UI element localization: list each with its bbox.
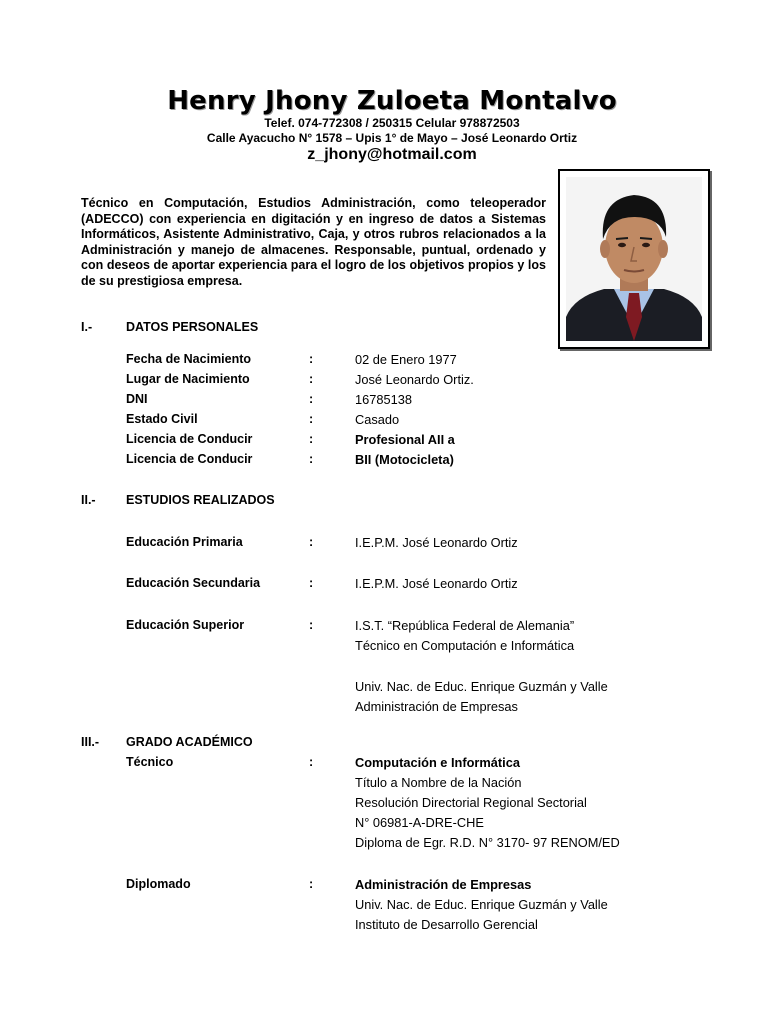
degree-value: Univ. Nac. de Educ. Enrique Guzmán y Valle [355,897,608,912]
address-line: Calle Ayacucho N° 1578 – Upis 1° de Mayo – José Leonardo Ortiz [206,131,578,145]
section-degree-title: GRADO ACADÉMICO [126,735,253,749]
section-degree-num: III.- [81,735,100,749]
colon: : [309,576,314,590]
colon: : [309,412,314,426]
personal-label: Lugar de Nacimiento [126,372,250,386]
profile-photo-frame [558,169,710,349]
studies-value: I.S.T. “República Federal de Alemania” [355,618,575,633]
colon: : [309,372,314,386]
colon: : [309,535,314,549]
degree-value: Diploma de Egr. R.D. N° 3170- 97 RENOM/ED [355,835,620,850]
personal-label: Estado Civil [126,412,198,426]
colon: : [309,352,314,366]
degree-value: Resolución Directorial Regional Sectorial [355,795,587,810]
colon: : [309,392,314,406]
personal-label: Licencia de Conducir [126,452,253,466]
personal-label: Licencia de Conducir [126,432,253,446]
studies-label: Educación Primaria [126,535,243,549]
degree-value: Título a Nombre de la Nación [355,775,522,790]
colon: : [309,877,314,891]
email: z_jhony@hotmail.com [307,146,477,163]
degree-label: Diplomado [126,877,191,891]
personal-value: Profesional AII a [355,432,455,447]
degree-title: Computación e Informática [355,755,520,770]
personal-value: 02 de Enero 1977 [355,352,457,367]
section-studies-title: ESTUDIOS REALIZADOS [126,493,275,507]
colon: : [309,432,314,446]
colon: : [309,618,314,632]
degree-label: Técnico [126,755,174,769]
studies-label: Educación Superior [126,618,245,632]
studies-value: Técnico en Computación e Informática [355,638,575,653]
studies-value: I.E.P.M. José Leonardo Ortiz [355,576,518,591]
studies-value: Administración de Empresas [355,699,518,714]
section-personal-title: DATOS PERSONALES [126,320,259,334]
profile-summary: Técnico en Computación, Estudios Administración, como teleoperador (ADECCO) con experiencia en digitación y en ingreso de datos a Sistemas Informáticos, Asistente Administrativo, Caja, y otros rubros relacionados a la Administración y manejo de almacenes. Responsable, puntual, ordenado y con deseos de aportar experiencia para el logro de los objetivos propios y los de su prestigiosa empresa. [81,196,546,288]
personal-label: Fecha de Nacimiento [126,352,252,366]
colon: : [309,452,314,466]
personal-value: José Leonardo Ortiz. [355,372,474,387]
section-studies-num: II.- [81,493,96,507]
profile-photo [566,177,702,341]
cv-name: Henry Jhony Zuloeta Montalvo [167,86,617,116]
phone-line: Telef. 074-772308 / 250315 Celular 978872503 [264,116,520,130]
degree-title: Administración de Empresas [355,877,532,892]
personal-value: Casado [355,412,400,427]
personal-label: DNI [126,392,148,406]
personal-value: BII (Motocicleta) [355,452,454,467]
degree-value: N° 06981-A-DRE-CHE [355,815,484,830]
personal-value: 16785138 [355,392,412,407]
studies-value: Univ. Nac. de Educ. Enrique Guzmán y Valle [355,679,608,694]
studies-label: Educación Secundaria [126,576,261,590]
studies-value: I.E.P.M. José Leonardo Ortiz [355,535,518,550]
degree-value: Instituto de Desarrollo Gerencial [355,917,538,932]
section-personal-num: I.- [81,320,93,334]
colon: : [309,755,314,769]
